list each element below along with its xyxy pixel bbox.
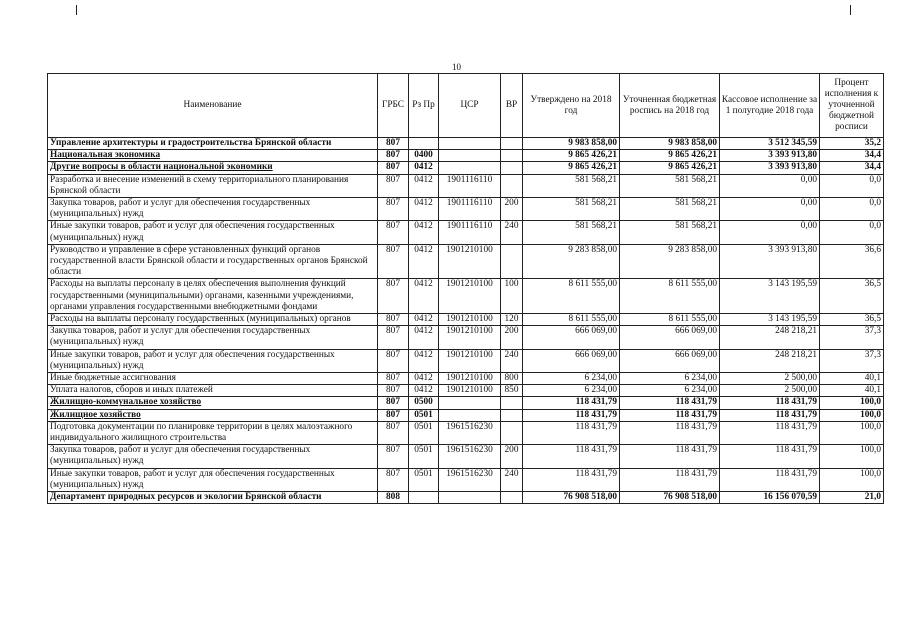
cell-percent: 36,5	[820, 279, 884, 314]
cell-vr: 100	[501, 279, 523, 314]
table-header	[48, 74, 884, 138]
cell-approved: 118 431,79	[523, 409, 620, 421]
cell-percent: 34,4	[820, 162, 884, 174]
table-row	[48, 138, 884, 150]
cell-grbs: 807	[378, 397, 409, 409]
cell-approved: 76 908 518,00	[523, 492, 620, 504]
cell-csr	[439, 138, 501, 150]
cell-vr	[501, 409, 523, 421]
cell-name: Руководство и управление в сфере установленных функций органов государственной власти Брянской области и государственных органов Брянской области	[48, 244, 378, 279]
table-row	[48, 314, 884, 326]
cell-rzpr	[409, 492, 439, 504]
cell-cash: 2 500,00	[720, 373, 820, 385]
cell-grbs: 807	[378, 162, 409, 174]
cell-grbs: 807	[378, 314, 409, 326]
cell-name: Национальная экономика	[48, 150, 378, 162]
cell-grbs: 807	[378, 409, 409, 421]
page-number: 10	[452, 62, 461, 72]
cell-percent: 36,5	[820, 314, 884, 326]
cell-grbs: 807	[378, 445, 409, 468]
cell-rzpr: 0501	[409, 421, 439, 444]
cell-refined: 9 283 858,00	[620, 244, 720, 279]
table-row	[48, 385, 884, 397]
cell-rzpr: 0501	[409, 445, 439, 468]
cell-approved: 9 283 858,00	[523, 244, 620, 279]
cell-name: Расходы на выплаты персоналу в целях обеспечения выполнения функций государственными (муниципальными) органами, казенными учреждениями, органами управления государственными внебюджетными фондами	[48, 279, 378, 314]
cell-rzpr: 0412	[409, 385, 439, 397]
cell-name: Закупка товаров, работ и услуг для обеспечения государственных (муниципальных) нужд	[48, 326, 378, 349]
cell-refined: 118 431,79	[620, 421, 720, 444]
cell-rzpr: 0412	[409, 174, 439, 197]
cell-cash: 3 143 195,59	[720, 279, 820, 314]
cell-csr: 1901116110	[439, 221, 501, 244]
cell-refined: 6 234,00	[620, 385, 720, 397]
cell-csr	[439, 397, 501, 409]
cell-approved: 6 234,00	[523, 385, 620, 397]
cell-grbs: 807	[378, 385, 409, 397]
cell-refined: 118 431,79	[620, 468, 720, 491]
cell-vr	[501, 397, 523, 409]
cell-percent: 40,1	[820, 373, 884, 385]
cell-percent: 36,6	[820, 244, 884, 279]
cell-vr: 800	[501, 373, 523, 385]
cell-cash: 248 218,21	[720, 349, 820, 372]
cell-csr	[439, 150, 501, 162]
cell-grbs: 808	[378, 492, 409, 504]
table-row	[48, 468, 884, 491]
cell-approved: 666 069,00	[523, 349, 620, 372]
cell-grbs: 807	[378, 468, 409, 491]
cell-approved: 8 611 555,00	[523, 279, 620, 314]
cell-name: Разработка и внесение изменений в схему территориального планирования Брянской области	[48, 174, 378, 197]
cell-refined: 118 431,79	[620, 445, 720, 468]
cell-refined: 666 069,00	[620, 326, 720, 349]
cell-rzpr: 0412	[409, 314, 439, 326]
cell-name: Управление архитектуры и градостроительства Брянской области	[48, 138, 378, 150]
cell-approved: 581 568,21	[523, 174, 620, 197]
cell-vr: 200	[501, 445, 523, 468]
cell-name: Уплата налогов, сборов и иных платежей	[48, 385, 378, 397]
cell-refined: 118 431,79	[620, 409, 720, 421]
cell-rzpr: 0412	[409, 326, 439, 349]
cell-csr	[439, 492, 501, 504]
cell-refined: 6 234,00	[620, 373, 720, 385]
cell-refined: 581 568,21	[620, 198, 720, 221]
cell-name: Иные закупки товаров, работ и услуг для обеспечения государственных (муниципальных) нужд	[48, 468, 378, 491]
cell-name: Жилищно-коммунальное хозяйство	[48, 397, 378, 409]
cell-cash: 3 393 913,80	[720, 162, 820, 174]
cell-vr	[501, 138, 523, 150]
table-row	[48, 279, 884, 314]
cell-rzpr: 0412	[409, 221, 439, 244]
cell-percent: 0,0	[820, 198, 884, 221]
cell-approved: 9 865 426,21	[523, 162, 620, 174]
cell-name: Закупка товаров, работ и услуг для обеспечения государственных (муниципальных) нужд	[48, 198, 378, 221]
cell-csr: 1961516230	[439, 445, 501, 468]
header-vr: ВР	[501, 74, 523, 138]
table-row	[48, 150, 884, 162]
cell-percent: 37,3	[820, 326, 884, 349]
cell-refined: 9 865 426,21	[620, 150, 720, 162]
cell-vr	[501, 162, 523, 174]
cell-name: Закупка товаров, работ и услуг для обеспечения государственных (муниципальных) нужд	[48, 445, 378, 468]
cell-approved: 581 568,21	[523, 198, 620, 221]
cell-csr: 1901116110	[439, 198, 501, 221]
cell-rzpr	[409, 138, 439, 150]
table-row	[48, 162, 884, 174]
cell-cash: 16 156 070,59	[720, 492, 820, 504]
cell-rzpr: 0412	[409, 244, 439, 279]
cell-cash: 0,00	[720, 174, 820, 197]
table-row	[48, 445, 884, 468]
cell-percent: 40,1	[820, 385, 884, 397]
cell-refined: 118 431,79	[620, 397, 720, 409]
cell-refined: 581 568,21	[620, 221, 720, 244]
table-row	[48, 373, 884, 385]
cell-cash: 118 431,79	[720, 397, 820, 409]
cell-percent: 21,0	[820, 492, 884, 504]
cell-grbs: 807	[378, 279, 409, 314]
cell-vr	[501, 492, 523, 504]
cell-percent: 37,3	[820, 349, 884, 372]
cell-rzpr: 0412	[409, 198, 439, 221]
cell-approved: 8 611 555,00	[523, 314, 620, 326]
cell-refined: 76 908 518,00	[620, 492, 720, 504]
cell-approved: 118 431,79	[523, 468, 620, 491]
cell-vr	[501, 174, 523, 197]
cell-grbs: 807	[378, 221, 409, 244]
table-row	[48, 326, 884, 349]
cell-rzpr: 0412	[409, 349, 439, 372]
cell-csr: 1901210100	[439, 373, 501, 385]
cell-percent: 35,2	[820, 138, 884, 150]
budget-table	[47, 73, 884, 504]
cell-name: Жилищное хозяйство	[48, 409, 378, 421]
cell-refined: 8 611 555,00	[620, 279, 720, 314]
cell-percent: 34,4	[820, 150, 884, 162]
cell-csr	[439, 409, 501, 421]
table-body	[48, 138, 884, 504]
cell-grbs: 807	[378, 349, 409, 372]
header-percent: Процент исполнения к уточненной бюджетной росписи	[820, 74, 884, 138]
cell-name: Подготовка документации по планировке территории в целях малоэтажного индивидуального жилищного строительства	[48, 421, 378, 444]
cell-approved: 581 568,21	[523, 221, 620, 244]
cell-rzpr: 0501	[409, 409, 439, 421]
cell-vr: 200	[501, 198, 523, 221]
table-row	[48, 409, 884, 421]
cell-percent: 100,0	[820, 409, 884, 421]
cell-vr: 240	[501, 468, 523, 491]
cell-percent: 100,0	[820, 468, 884, 491]
cell-csr: 1901210100	[439, 349, 501, 372]
cell-csr: 1901210100	[439, 314, 501, 326]
cell-approved: 118 431,79	[523, 421, 620, 444]
cell-grbs: 807	[378, 421, 409, 444]
cell-approved: 666 069,00	[523, 326, 620, 349]
cell-refined: 581 568,21	[620, 174, 720, 197]
cell-cash: 3 393 913,80	[720, 244, 820, 279]
cell-percent: 100,0	[820, 421, 884, 444]
cell-csr: 1901210100	[439, 326, 501, 349]
cell-csr: 1901116110	[439, 174, 501, 197]
cell-refined: 9 865 426,21	[620, 162, 720, 174]
header-name: Наименование	[48, 74, 378, 138]
cell-refined: 8 611 555,00	[620, 314, 720, 326]
cell-vr	[501, 150, 523, 162]
table-row	[48, 492, 884, 504]
scan-mark-right	[850, 5, 851, 15]
cell-rzpr: 0400	[409, 150, 439, 162]
cell-cash: 118 431,79	[720, 445, 820, 468]
cell-cash: 3 512 345,59	[720, 138, 820, 150]
cell-name: Департамент природных ресурсов и экологии Брянской области	[48, 492, 378, 504]
cell-cash: 2 500,00	[720, 385, 820, 397]
cell-grbs: 807	[378, 244, 409, 279]
cell-cash: 248 218,21	[720, 326, 820, 349]
cell-grbs: 807	[378, 138, 409, 150]
cell-rzpr: 0412	[409, 373, 439, 385]
cell-rzpr: 0501	[409, 468, 439, 491]
cell-name: Другие вопросы в области национальной экономики	[48, 162, 378, 174]
table-row	[48, 221, 884, 244]
header-rzpr: Рз Пр	[409, 74, 439, 138]
cell-approved: 118 431,79	[523, 445, 620, 468]
table-row	[48, 397, 884, 409]
cell-cash: 118 431,79	[720, 421, 820, 444]
cell-grbs: 807	[378, 150, 409, 162]
cell-cash: 0,00	[720, 198, 820, 221]
cell-percent: 0,0	[820, 174, 884, 197]
cell-csr: 1961516230	[439, 421, 501, 444]
cell-rzpr: 0500	[409, 397, 439, 409]
cell-vr: 240	[501, 349, 523, 372]
cell-approved: 9 983 858,00	[523, 138, 620, 150]
header-grbs: ГРБС	[378, 74, 409, 138]
cell-name: Расходы на выплаты персоналу государственных (муниципальных) органов	[48, 314, 378, 326]
cell-rzpr: 0412	[409, 279, 439, 314]
cell-percent: 100,0	[820, 397, 884, 409]
table-row	[48, 349, 884, 372]
cell-approved: 118 431,79	[523, 397, 620, 409]
header-approved: Утверждено на 2018 год	[523, 74, 620, 138]
cell-refined: 666 069,00	[620, 349, 720, 372]
cell-vr: 850	[501, 385, 523, 397]
cell-cash: 118 431,79	[720, 409, 820, 421]
table-row	[48, 174, 884, 197]
table-row	[48, 421, 884, 444]
table-row	[48, 244, 884, 279]
cell-approved: 9 865 426,21	[523, 150, 620, 162]
cell-csr: 1961516230	[439, 468, 501, 491]
cell-name: Иные закупки товаров, работ и услуг для обеспечения государственных (муниципальных) нужд	[48, 221, 378, 244]
cell-vr	[501, 421, 523, 444]
cell-csr: 1901210100	[439, 279, 501, 314]
cell-cash: 3 393 913,80	[720, 150, 820, 162]
table-row	[48, 198, 884, 221]
cell-name: Иные закупки товаров, работ и услуг для обеспечения государственных (муниципальных) нужд	[48, 349, 378, 372]
cell-csr: 1901210100	[439, 244, 501, 279]
cell-name: Иные бюджетные ассигнования	[48, 373, 378, 385]
scan-mark-left	[76, 5, 77, 15]
header-csr: ЦСР	[439, 74, 501, 138]
cell-refined: 9 983 858,00	[620, 138, 720, 150]
cell-vr	[501, 244, 523, 279]
cell-rzpr: 0412	[409, 162, 439, 174]
header-cash: Кассовое исполнение за 1 полугодие 2018 года	[720, 74, 820, 138]
cell-vr: 200	[501, 326, 523, 349]
header-refined: Уточненная бюджетная роспись на 2018 год	[620, 74, 720, 138]
cell-cash: 0,00	[720, 221, 820, 244]
cell-approved: 6 234,00	[523, 373, 620, 385]
cell-grbs: 807	[378, 198, 409, 221]
cell-percent: 0,0	[820, 221, 884, 244]
cell-grbs: 807	[378, 174, 409, 197]
cell-grbs: 807	[378, 326, 409, 349]
cell-grbs: 807	[378, 373, 409, 385]
cell-percent: 100,0	[820, 445, 884, 468]
cell-vr: 240	[501, 221, 523, 244]
cell-csr	[439, 162, 501, 174]
cell-cash: 3 143 195,59	[720, 314, 820, 326]
cell-vr: 120	[501, 314, 523, 326]
cell-csr: 1901210100	[439, 385, 501, 397]
cell-cash: 118 431,79	[720, 468, 820, 491]
